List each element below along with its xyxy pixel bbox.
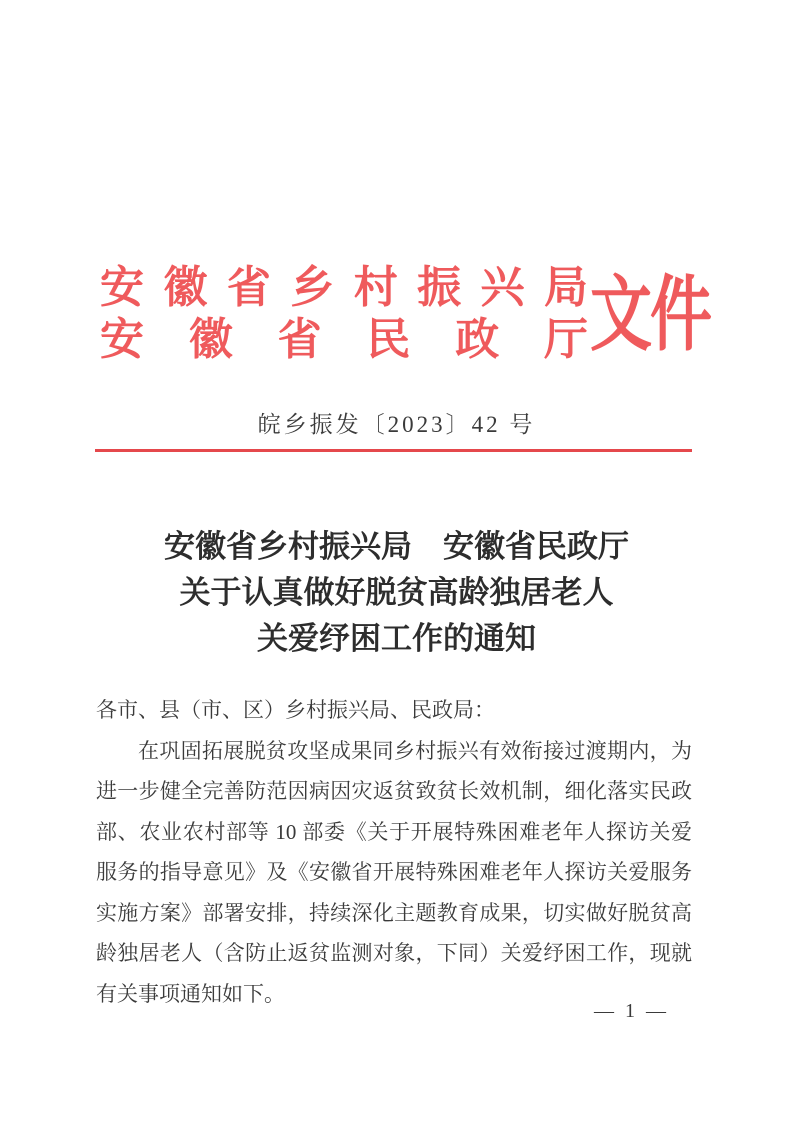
body-line: 龄独居老人（含防止返贫监测对象，下同）关爱纾困工作，现就 — [96, 941, 692, 965]
document-title — [0, 524, 793, 662]
body-line: 进一步健全完善防范因病因灾返贫致贫长效机制，细化落实民政 — [96, 779, 692, 803]
letterhead-doc-label: 文件 — [590, 271, 711, 361]
letterhead-agency-line-2: 安 徽 省 民 政 厅 — [100, 315, 588, 364]
body-line: 部、农业农村部等 10 部委《关于开展特殊困难老年人探访关爱 — [96, 819, 692, 844]
document-number: 皖乡振发〔2023〕42 号 — [257, 412, 536, 437]
document-title-line-1: 安徽省乡村振兴局 安徽省民政厅 — [164, 529, 629, 564]
letterhead-agencies — [100, 262, 588, 366]
body-line: 服务的指导意见》及《安徽省开展特殊困难老年人探访关爱服务 — [96, 860, 692, 884]
body-line: 有关事项通知如下。 — [96, 981, 285, 1006]
body-salutation: 各市、县（市、区）乡村振兴局、民政局： — [96, 698, 495, 722]
red-separator-rule — [95, 449, 692, 452]
document-title-line-2: 关于认真做好脱贫高龄独居老人 — [179, 575, 614, 610]
letterhead-agency-line-1: 安 徽 省 乡 村 振 兴 局 — [100, 263, 588, 312]
letterhead — [100, 262, 710, 366]
body-text — [96, 690, 692, 1014]
body-line: 在巩固拓展脱贫攻坚成果同乡村振兴有效衔接过渡期内，为 — [138, 738, 692, 763]
body-line: 实施方案》部署安排，持续深化主题教育成果，切实做好脱贫高 — [96, 900, 692, 925]
document-title-line-3: 关爱纾困工作的通知 — [257, 621, 536, 656]
page-number: — 1 — — [594, 1000, 669, 1022]
